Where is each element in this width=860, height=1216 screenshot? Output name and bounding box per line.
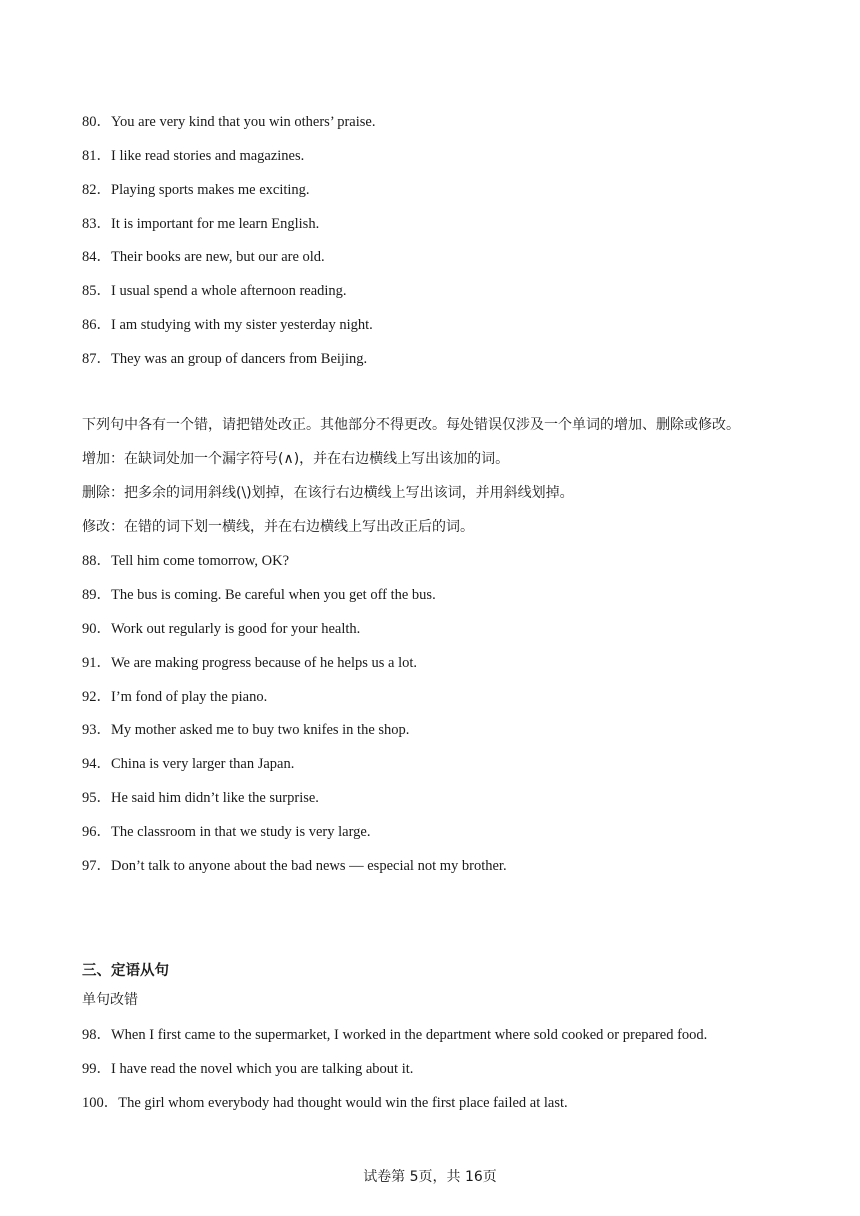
question-number: 99． [82,1061,111,1077]
section-subheading: 单句改错 [82,992,138,1008]
question-item [82,147,304,165]
question-number: 80． [82,114,111,130]
question-text: I am studying with my sister yesterday night. [111,317,373,333]
question-text: The bus is coming. Be careful when you get off the bus. [111,587,436,603]
question-text: My mother asked me to buy two knifes in the shop. [111,722,410,738]
question-item [82,248,325,266]
question-number: 100． [82,1095,119,1111]
question-number: 86． [82,317,111,333]
question-text: They was an group of dancers from Beijing. [111,351,368,367]
question-item [82,350,367,368]
question-number: 94． [82,756,111,772]
question-text: Work out regularly is good for your health. [111,621,361,637]
instruction-text: 修改：在错的词下划一横线，并在右边横线上写出改正后的词。 [82,519,474,535]
question-number: 81． [82,148,111,164]
question-number: 84． [82,249,111,265]
question-item [82,620,360,638]
question-text: He said him didn’t like the surprise. [111,790,319,806]
question-item [82,586,436,604]
question-number: 95． [82,790,111,806]
question-text: Playing sports makes me exciting. [111,182,310,198]
question-number: 89． [82,587,111,603]
question-number: 90． [82,621,111,637]
question-number: 92． [82,689,111,705]
question-item [82,552,289,570]
question-item [82,316,373,334]
question-number: 83． [82,216,111,232]
question-number: 88． [82,553,111,569]
question-text: The girl whom everybody had thought would win the first place failed at last. [118,1095,568,1111]
question-item [82,113,375,131]
question-item [82,215,319,233]
question-text: Tell him come tomorrow, OK? [111,553,290,569]
question-item [82,181,310,199]
question-item [82,857,507,875]
question-text: We are making progress because of he helps us a lot. [111,655,418,671]
question-text: You are very kind that you win others’ praise. [111,114,376,130]
question-item [82,282,347,300]
question-text: When I first came to the supermarket, I worked in the department where sold cooked or prepared food. [111,1027,708,1043]
question-item [82,1026,707,1044]
instruction-text: 增加：在缺词处加一个漏字符号(∧)，并在右边横线上写出该加的词。 [82,451,510,467]
section-heading: 三、定语从句 [82,963,169,979]
question-text: China is very larger than Japan. [111,756,295,772]
question-text: Don’t talk to anyone about the bad news — especial not my brother. [111,858,507,874]
question-item [82,1094,568,1112]
question-number: 82． [82,182,111,198]
question-number: 93． [82,722,111,738]
question-item [82,823,370,841]
question-item [82,688,267,706]
instruction-text: 下列句中各有一个错，请把错处改正。其他部分不得更改。每处错误仅涉及一个单词的增加、删除或修改。 [82,417,740,433]
question-item [82,1060,413,1078]
question-text: It is important for me learn English. [111,216,320,232]
question-text: I have read the novel which you are talking about it. [111,1061,414,1077]
question-item [82,789,319,807]
question-text: I like read stories and magazines. [111,148,305,164]
page-footer: 试卷第 5页，共 16页 [363,1169,497,1185]
question-number: 97． [82,858,111,874]
question-number: 85． [82,283,111,299]
question-text: I’m fond of play the piano. [111,689,268,705]
question-item [82,721,409,739]
question-text: Their books are new, but our are old. [111,249,325,265]
question-item [82,755,294,773]
question-number: 98． [82,1027,111,1043]
instruction-text: 删除：把多余的词用斜线(\)划掉，在该行右边横线上写出该词，并用斜线划掉。 [82,485,574,501]
question-text: The classroom in that we study is very large. [111,824,371,840]
question-number: 91． [82,655,111,671]
question-number: 87． [82,351,111,367]
question-item [82,654,417,672]
question-number: 96． [82,824,111,840]
question-text: I usual spend a whole afternoon reading. [111,283,347,299]
